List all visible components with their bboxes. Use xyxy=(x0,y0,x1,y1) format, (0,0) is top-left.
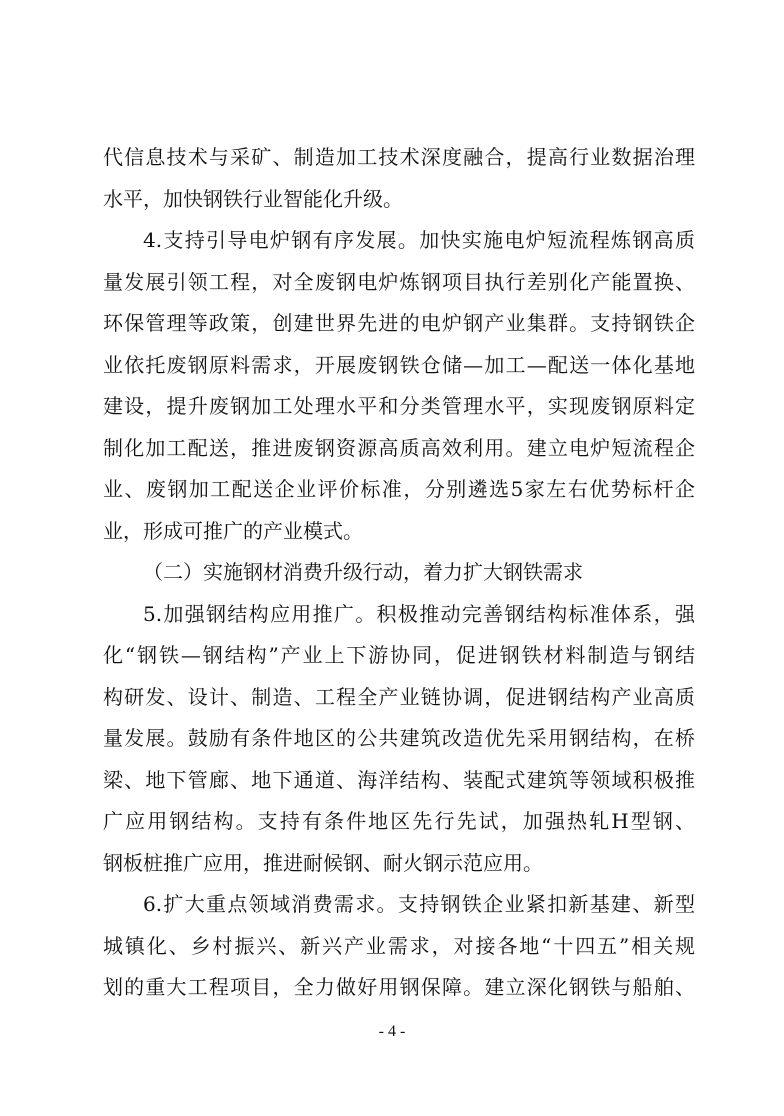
document-body xyxy=(103,137,695,1009)
paragraph-line: 6.扩大重点领域消费需求。支持钢铁企业紧扣新基建、新型 xyxy=(143,892,695,916)
paragraph-line: 5.加强钢结构应用推广。积极推动完善钢结构标准体系，强 xyxy=(143,601,695,626)
paragraph-line: 划的重大工程项目，全力做好用钢保障。建立深化钢铁与船舶、 xyxy=(103,975,695,999)
paragraph-line: 建设，提升废钢加工处理水平和分类管理水平，实现废钢原料定 xyxy=(103,394,695,418)
paragraph-line: 环保管理等政策，创建世界先进的电炉钢产业集群。支持钢铁企 xyxy=(103,311,695,335)
paragraph-line: 制化加工配送，推进废钢资源高质高效利用。建立电炉短流程企 xyxy=(103,435,695,460)
paragraph-line: 化“钢铁—钢结构”产业上下游协同，促进钢铁材料制造与钢结 xyxy=(103,643,695,667)
paragraph-line: 城镇化、乡村振兴、新兴产业需求，对接各地“十四五”相关规 xyxy=(103,933,695,958)
paragraph-line: 广应用钢结构。支持有条件地区先行先试，加强热轧H型钢、 xyxy=(103,809,695,833)
paragraph-line: 业依托废钢原料需求，开展废钢铁仓储—加工—配送一体化基地 xyxy=(103,352,695,377)
paragraph-line: 业、废钢加工配送企业评价标准，分别遴选5家左右优势标杆企 xyxy=(103,477,695,501)
paragraph-line: 水平，加快钢铁行业智能化升级。 xyxy=(103,186,403,211)
paragraph-line: 量发展。鼓励有条件地区的公共建筑改造优先采用钢结构，在桥 xyxy=(103,726,695,750)
paragraph-line: 量发展引领工程，对全废钢电炉炼钢项目执行差别化产能置换、 xyxy=(103,269,695,294)
paragraph-line: 钢板桩推广应用，推进耐候钢、耐火钢示范应用。 xyxy=(103,850,543,875)
paragraph-line: 4.支持引导电炉钢有序发展。加快实施电炉短流程炼钢高质 xyxy=(143,228,695,252)
paragraph-line: 构研发、设计、制造、工程全产业链协调，促进钢结构产业高质 xyxy=(103,684,695,709)
page-number: - 4 - xyxy=(378,1023,406,1040)
section-heading: （二）实施钢材消费升级行动，着力扩大钢铁需求 xyxy=(143,560,583,584)
paragraph-line: 代信息技术与采矿、制造加工技术深度融合，提高行业数据治理 xyxy=(103,145,695,169)
paragraph-line: 业，形成可推广的产业模式。 xyxy=(103,518,363,543)
paragraph-line: 梁、地下管廊、地下通道、海洋结构、装配式建筑等领域积极推 xyxy=(103,767,695,792)
